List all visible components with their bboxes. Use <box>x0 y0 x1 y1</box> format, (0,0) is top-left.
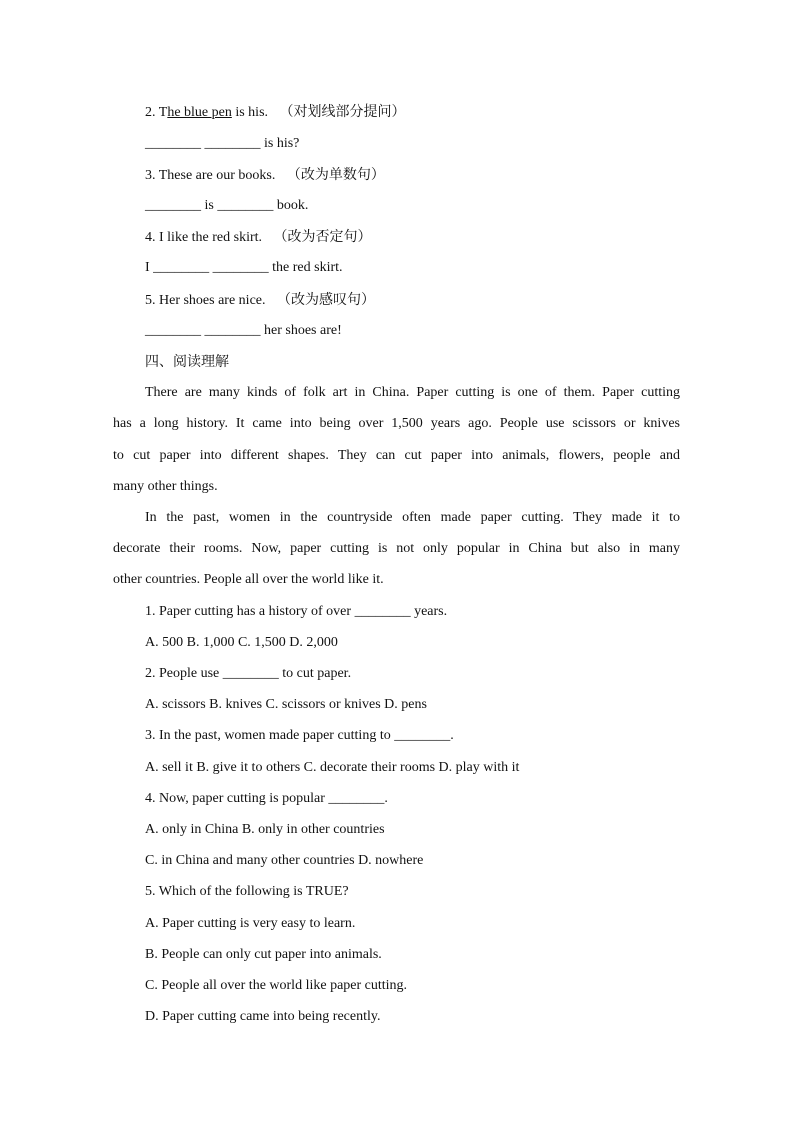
exercise-3-answer: ________ is ________ book. <box>145 198 309 213</box>
question-4-options-c-d: C. in China and many other countries D. nowhere <box>145 853 424 868</box>
question-5: 5. Which of the following is TRUE? <box>145 884 349 899</box>
passage-line-6: decorate their rooms. Now, paper cutting is not only popular in China but also in many <box>113 541 680 556</box>
passage-line-1: There are many kinds of folk art in China. Paper cutting is one of them. Paper cutting <box>145 385 680 400</box>
exercise-3-text: 3. These are our books. <box>145 168 276 183</box>
question-1: 1. Paper cutting has a history of over ________ years. <box>145 604 448 619</box>
exercise-2-underlined: he blue pen <box>167 105 232 120</box>
exercise-5-answer: ________ ________ her shoes are! <box>145 323 342 338</box>
question-5-option-d: D. Paper cutting came into being recently. <box>145 1009 381 1024</box>
exercise-5 <box>145 290 375 311</box>
question-5-option-c: C. People all over the world like paper cutting. <box>145 978 408 993</box>
exercise-2 <box>145 102 406 123</box>
question-3-options: A. sell it B. give it to others C. decorate their rooms D. play with it <box>145 760 520 775</box>
passage-line-3: to cut paper into different shapes. They can cut paper into animals, flowers, people and <box>113 448 680 463</box>
exercise-5-instruction: （改为感叹句） <box>277 292 376 308</box>
exercise-3 <box>145 165 385 186</box>
question-4: 4. Now, paper cutting is popular ________. <box>145 791 388 806</box>
question-3: 3. In the past, women made paper cutting to ________. <box>145 728 454 743</box>
exercise-2-instruction: （对划线部分提问） <box>279 104 406 120</box>
exercise-2-prefix: 2. T <box>145 105 168 120</box>
passage-line-2: has a long history. It came into being over 1,500 years ago. People use scissors or knives <box>113 416 680 431</box>
passage-line-7: other countries. People all over the world like it. <box>113 572 384 587</box>
question-2-options: A. scissors B. knives C. scissors or knives D. pens <box>145 697 427 712</box>
exercise-5-text: 5. Her shoes are nice. <box>145 293 266 308</box>
passage-line-5: In the past, women in the countryside often made paper cutting. They made it to <box>145 510 680 525</box>
exercise-2-suffix: is his. <box>231 105 269 120</box>
question-5-option-b: B. People can only cut paper into animals. <box>145 947 382 962</box>
exercise-4-text: 4. I like the red skirt. <box>145 230 263 245</box>
question-1-options: A. 500 B. 1,000 C. 1,500 D. 2,000 <box>145 635 338 650</box>
exercise-3-instruction: （改为单数句） <box>286 167 385 183</box>
exercise-4 <box>145 227 372 248</box>
question-4-options-a-b: A. only in China B. only in other countries <box>145 822 385 837</box>
question-2: 2. People use ________ to cut paper. <box>145 666 352 681</box>
exercise-4-answer: I ________ ________ the red skirt. <box>145 260 343 275</box>
exercise-4-instruction: （改为否定句） <box>273 229 372 245</box>
section-heading: 四、阅读理解 <box>145 354 229 370</box>
passage-line-4: many other things. <box>113 479 218 494</box>
exercise-2-answer: ________ ________ is his? <box>145 136 300 151</box>
question-5-option-a: A. Paper cutting is very easy to learn. <box>145 916 356 931</box>
